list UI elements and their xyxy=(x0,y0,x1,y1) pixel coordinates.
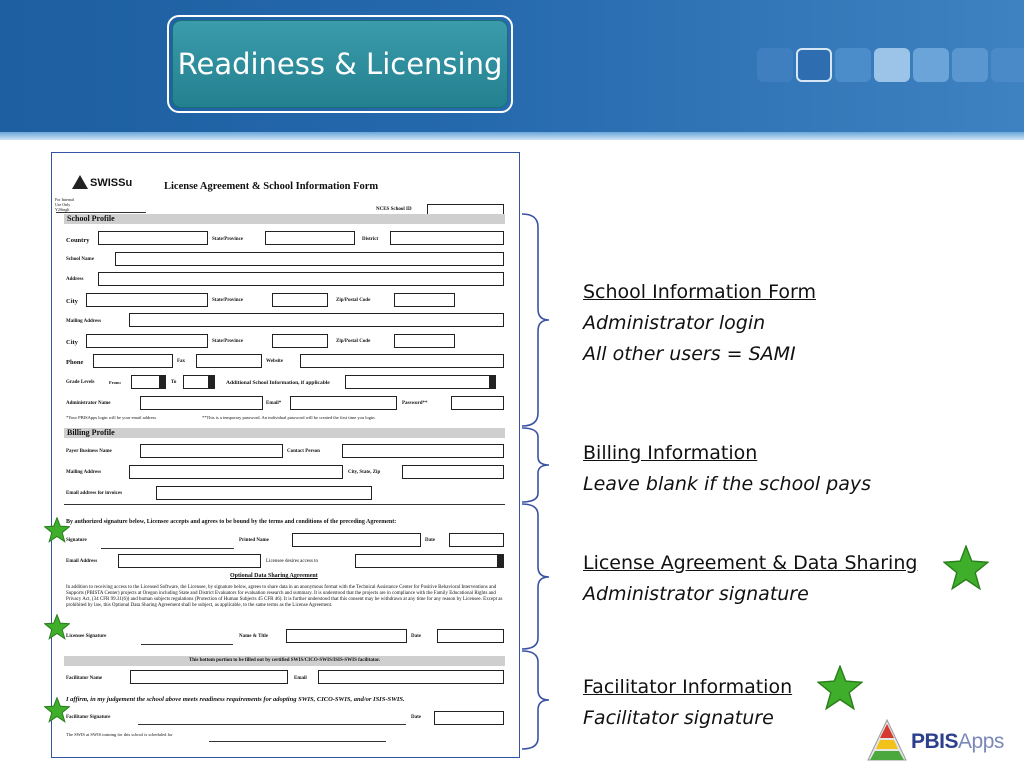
city-label: City xyxy=(66,298,78,305)
swis-logo-icon xyxy=(72,175,132,189)
phone-field[interactable] xyxy=(93,354,173,368)
printed-name-field[interactable] xyxy=(292,533,421,547)
address-label: Address xyxy=(66,277,84,282)
website-field[interactable] xyxy=(300,354,504,368)
brace-icon xyxy=(520,503,550,650)
contact-person-label: Contact Person xyxy=(287,449,320,454)
facilitator-name-label: Facilitator Name xyxy=(66,676,103,681)
invoice-email-field[interactable] xyxy=(156,486,372,500)
fax-label: Fax xyxy=(177,359,186,364)
payer-business-field[interactable] xyxy=(140,444,283,458)
slide-title: Readiness & Licensing xyxy=(172,20,508,108)
additional-info-label: Additional School Information, if applicable xyxy=(226,380,330,386)
annotation-facilitator xyxy=(583,672,792,734)
contact-person-field[interactable] xyxy=(342,444,504,458)
city-state-zip-field[interactable] xyxy=(402,465,504,479)
facilitator-banner: This bottom portion to be filled out by certified SWIS/CICO-SWIS/ISIS-SWIS facilitator. xyxy=(64,656,505,666)
billing-profile-heading: Billing Profile xyxy=(64,428,505,438)
licensee-signature-line[interactable] xyxy=(141,644,233,645)
annotation-heading: Facilitator Information xyxy=(583,676,793,698)
divider xyxy=(64,504,505,505)
training-note: The SWIS at SWIS training for this school is scheduled for xyxy=(66,732,173,737)
facilitator-name-field[interactable] xyxy=(130,670,288,684)
zip-field[interactable] xyxy=(394,293,455,307)
facilitator-signature-label: Facilitator Signature xyxy=(66,715,111,720)
invoice-email-label: Email address for invoices xyxy=(66,491,123,496)
annotation-line: Administrator login xyxy=(583,312,766,334)
form-title: License Agreement & School Information Form xyxy=(164,181,379,192)
annotation-billing xyxy=(583,438,871,500)
state-label: State/Province xyxy=(212,237,244,242)
star-icon xyxy=(44,614,70,640)
star-icon xyxy=(943,545,989,591)
annotation-heading: License Agreement & Data Sharing xyxy=(583,552,918,574)
country-field[interactable] xyxy=(98,231,208,245)
email-label: Email* xyxy=(266,401,282,406)
star-icon xyxy=(44,697,70,723)
annotation-heading: School Information Form xyxy=(583,281,817,303)
mailing-address-label: Mailing Address xyxy=(66,319,102,324)
email-address-field[interactable] xyxy=(118,554,261,568)
optional-agreement-heading: Optional Data Sharing Agreement xyxy=(230,573,318,579)
pbisapps-logo-icon xyxy=(866,718,908,764)
annotation-line: Facilitator signature xyxy=(583,707,774,729)
grade-levels-label: Grade Levels xyxy=(66,380,95,385)
header-decoration xyxy=(991,48,1024,82)
date-label: Date xyxy=(425,538,435,543)
header-decoration xyxy=(874,48,910,82)
country-label: Country xyxy=(66,237,90,244)
date-field[interactable] xyxy=(437,629,504,643)
nces-label: NCES School ID xyxy=(376,207,412,212)
administrator-name-field[interactable] xyxy=(140,396,263,410)
city-field[interactable] xyxy=(86,334,208,348)
header-decoration xyxy=(913,48,949,82)
header-decoration xyxy=(796,48,832,82)
annotation-line: All other users = SAMI xyxy=(583,343,796,365)
license-form xyxy=(51,152,520,758)
state-label: State/Province xyxy=(212,298,244,303)
pbisapps-wordmark xyxy=(911,730,1004,754)
phone-label: Phone xyxy=(66,359,84,366)
divider xyxy=(56,212,146,213)
swis-logo-text: SWISSu xyxy=(90,177,133,189)
annotation-license xyxy=(583,548,917,610)
star-icon xyxy=(817,665,863,711)
to-label: To xyxy=(171,380,177,385)
annotation-line: Leave blank if the school pays xyxy=(583,473,871,495)
annotation-heading: Billing Information xyxy=(583,442,758,464)
training-line[interactable] xyxy=(209,741,386,742)
state-label: State/Province xyxy=(212,339,244,344)
school-profile-heading: School Profile xyxy=(64,214,505,224)
mailing-address-field[interactable] xyxy=(129,313,504,327)
name-title-field[interactable] xyxy=(286,629,407,643)
date-label: Date xyxy=(411,634,421,639)
fax-field[interactable] xyxy=(196,354,262,368)
name-title-label: Name & Title xyxy=(239,634,268,639)
password-label: Password** xyxy=(402,401,428,406)
licensee-access-label: Licensee desires access to xyxy=(266,559,319,564)
district-field[interactable] xyxy=(390,231,504,245)
annotation-school-info xyxy=(583,277,816,370)
grade-to-select[interactable] xyxy=(183,375,215,389)
billing-mailing-field[interactable] xyxy=(129,465,343,479)
city-field[interactable] xyxy=(86,293,208,307)
date-field[interactable] xyxy=(449,533,504,547)
header-decoration xyxy=(835,48,871,82)
optional-agreement-text: In addition to receiving access to the Licensed Software, the Licensee, by signature below, agrees to share data in an anonymous format with the Technical Assistance Center for Positive Behavioral Interventions and Supports (PBISTA Center) projects at Oregon including State and District Evaluators for evaluation research and summary. It is understood that the projects are in compliance with the Family Educational Rights and Privacy Act, (34 CFR 99.31(6)) and human subjects regulations (Protection of Human Subjects 45 CFR 46). It is further understood that this consent may be withdrawn at any time for any reason by Licensee. Except as prohibited by law, this Optional Data Sharing Agreement shall be subject, as applicable, to the same terms as the License Agreement. xyxy=(66,585,503,608)
city-state-zip-label: City, State, Zip xyxy=(348,470,381,475)
city-label: City xyxy=(66,339,78,346)
zip-label: Zip/Postal Code xyxy=(336,339,371,344)
brand-bold: PBIS xyxy=(911,730,959,753)
footnote-email: *Your PBISApps login will be your email address xyxy=(66,415,157,420)
licensee-signature-label: Licensee Signature xyxy=(66,634,107,639)
school-name-label: School Name xyxy=(66,257,94,262)
email-address-label: Email Address xyxy=(66,559,98,564)
star-icon xyxy=(44,517,70,543)
header-decoration xyxy=(952,48,988,82)
zip-label: Zip/Postal Code xyxy=(336,298,371,303)
administrator-name-label: Administrator Name xyxy=(66,401,111,406)
brace-icon xyxy=(520,427,550,503)
address-field[interactable] xyxy=(98,272,504,286)
facilitator-email-label: Email xyxy=(294,676,307,681)
affirm-statement: I affirm, in my judgement the school above meets readiness requirements for adopting SWIS, CICO-SWIS, and/or ISIS-SWIS. xyxy=(66,696,405,703)
facilitator-email-field[interactable] xyxy=(318,670,504,684)
printed-name-label: Printed Name xyxy=(239,538,269,543)
slide-title-box xyxy=(167,15,513,113)
website-label: Website xyxy=(266,359,283,364)
signature-line[interactable] xyxy=(101,548,234,549)
state-field[interactable] xyxy=(272,334,328,348)
signature-label: Signature xyxy=(66,538,87,543)
header-decoration xyxy=(757,48,793,82)
date-field[interactable] xyxy=(434,711,504,725)
password-field[interactable] xyxy=(451,396,504,410)
school-name-field[interactable] xyxy=(115,252,504,266)
footnote-password: **This is a temporary password. An individual password will be created the first time you login. xyxy=(202,415,376,420)
payer-business-label: Payer Business Name xyxy=(66,449,112,454)
logo-subtext: For Internal Use Only Y2Singlt xyxy=(55,197,74,212)
district-label: District xyxy=(362,237,379,242)
brace-icon xyxy=(520,650,550,750)
date-label: Date xyxy=(411,715,421,720)
zip-field[interactable] xyxy=(394,334,455,348)
agreement-statement: By authorized signature below, Licensee accepts and agrees to be bound by the terms and conditions of the preceding Agreement: xyxy=(66,519,397,525)
grade-from-select[interactable] xyxy=(131,375,166,389)
licensee-access-select[interactable] xyxy=(355,554,504,568)
facilitator-signature-line[interactable] xyxy=(138,724,406,725)
state-field[interactable] xyxy=(265,231,355,245)
additional-info-select[interactable] xyxy=(345,375,496,389)
annotation-line: Administrator signature xyxy=(583,583,809,605)
from-label: From: xyxy=(109,380,122,385)
email-field[interactable] xyxy=(290,396,397,410)
state-field[interactable] xyxy=(272,293,328,307)
brand-light: Apps xyxy=(958,730,1004,753)
billing-mailing-label: Mailing Address xyxy=(66,470,102,475)
brace-icon xyxy=(520,213,550,427)
